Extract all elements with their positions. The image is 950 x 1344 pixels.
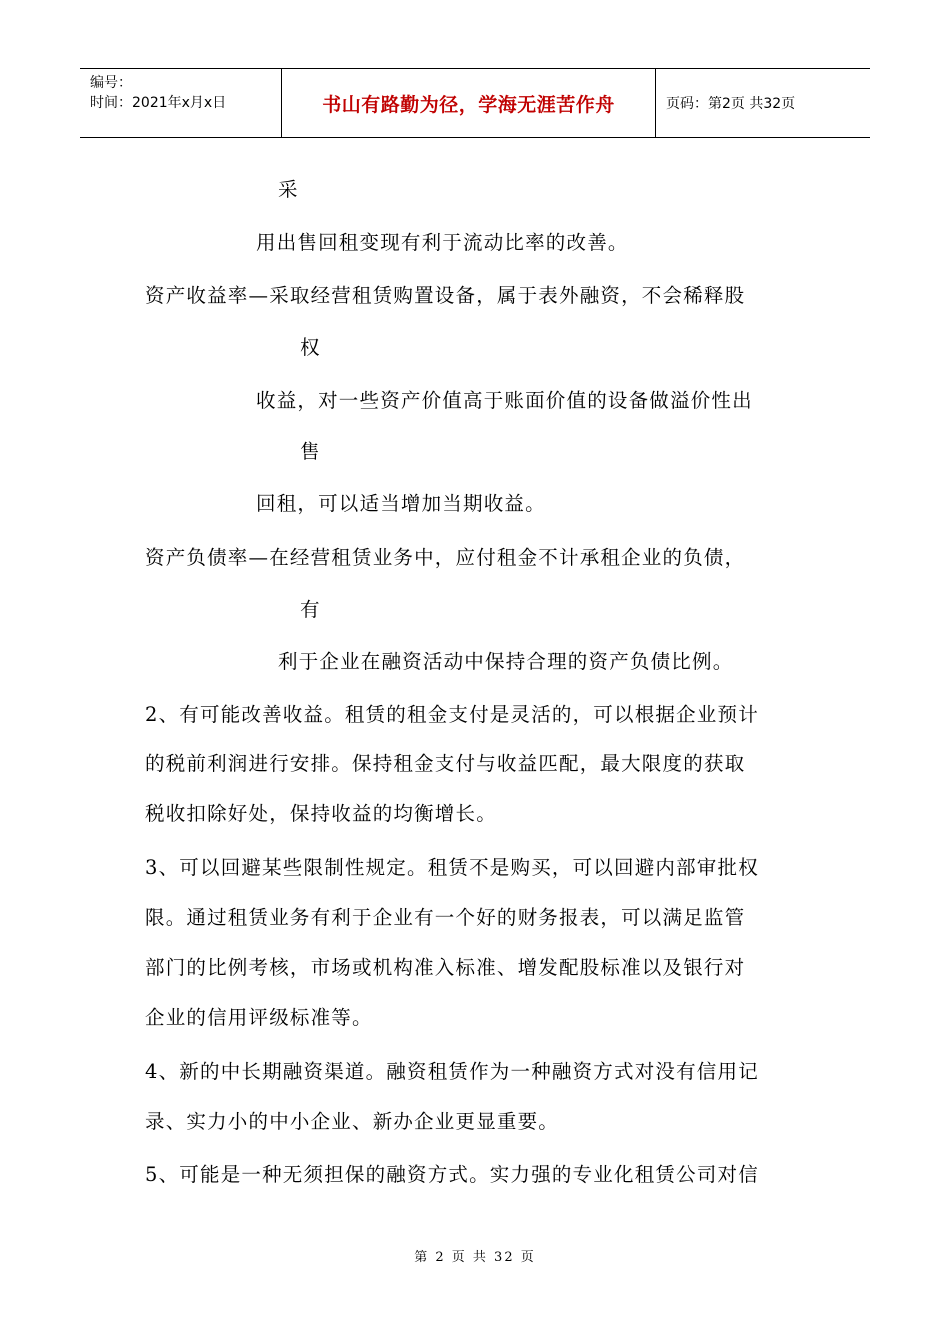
text-line: 税收扣除好处，保持收益的均衡增长。 <box>145 802 497 825</box>
text-line: 售 <box>300 440 321 463</box>
text-line: 部门的比例考核，市场或机构准入标准、增发配股标准以及银行对 <box>145 956 746 979</box>
header-motto: 书山有路勤为径，学海无涯苦作舟 <box>282 69 656 137</box>
text-line: 利于企业在融资活动中保持合理的资产负债比例。 <box>278 650 734 673</box>
text-line: 有 <box>300 598 321 621</box>
text-line: 权 <box>300 336 321 359</box>
text-line: 收益，对一些资产价值高于账面价值的设备做溢价性出 <box>256 389 753 412</box>
text-line: 用出售回租变现有利于流动比率的改善。 <box>256 231 629 254</box>
text-line: 的税前利润进行安排。保持租金支付与收益匹配，最大限度的获取 <box>145 752 746 775</box>
text-line: 2、有可能改善收益。租赁的租金支付是灵活的，可以根据企业预计 <box>145 703 759 726</box>
text-line: 企业的信用评级标准等。 <box>145 1006 373 1029</box>
text-line: 3、可以回避某些限制性规定。租赁不是购买，可以回避内部审批权 <box>145 856 759 879</box>
page-footer: 第 2 页 共 32 页 <box>414 1250 536 1265</box>
text-line: 回租，可以适当增加当期收益。 <box>256 492 546 515</box>
header-page-info: 页码：第2页 共32页 <box>666 96 796 112</box>
text-line: 限。通过租赁业务有利于企业有一个好的财务报表，可以满足监管 <box>145 906 746 929</box>
date-label: 时间：2021年x月x日 <box>90 95 227 111</box>
text-line: 资产收益率—采取经营租赁购置设备，属于表外融资，不会稀释股 <box>145 284 746 307</box>
code-label: 编号： <box>90 75 132 91</box>
text-line: 资产负债率—在经营租赁业务中，应付租金不计承租企业的负债， <box>145 546 746 569</box>
text-line: 4、新的中长期融资渠道。融资租赁作为一种融资方式对没有信用记 <box>145 1060 759 1083</box>
text-line: 采 <box>278 178 299 201</box>
text-line: 5、可能是一种无须担保的融资方式。实力强的专业化租赁公司对信 <box>145 1163 759 1186</box>
text-line: 录、实力小的中小企业、新办企业更显重要。 <box>145 1110 560 1133</box>
